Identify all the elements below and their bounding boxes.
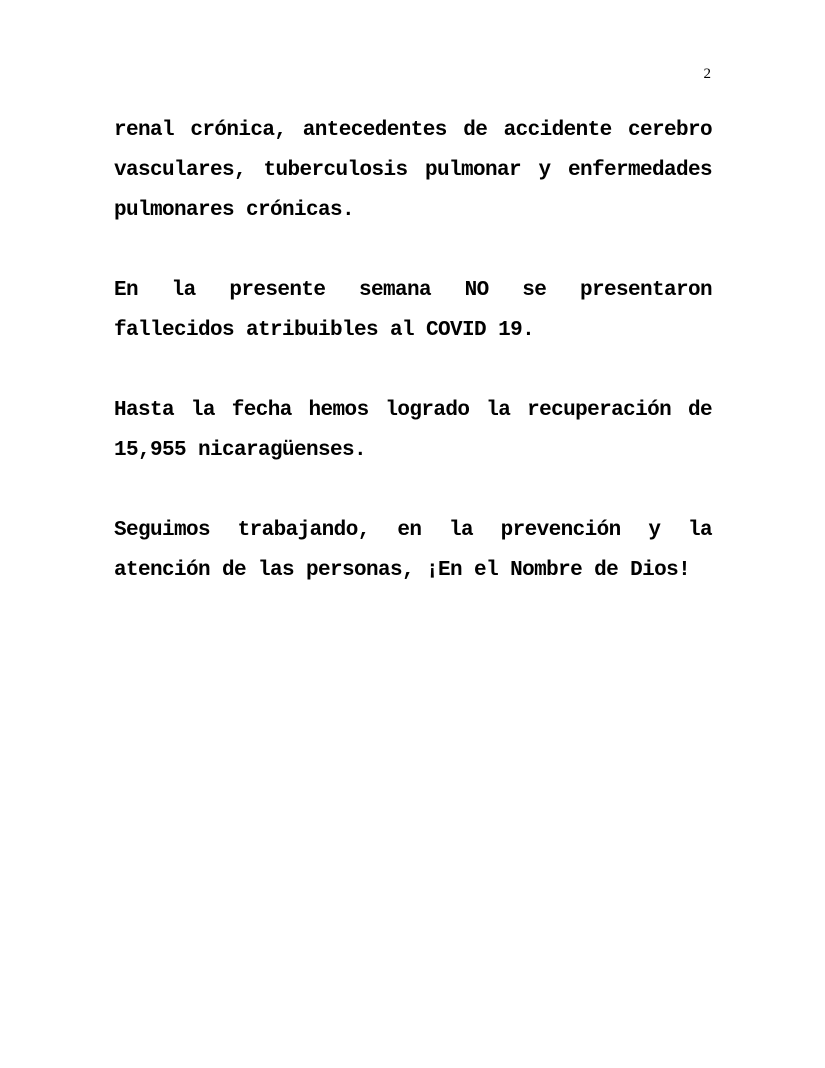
paragraph-recoveries: Hasta la fecha hemos logrado la recuperación de 15,955 nicaragüenses. [114,399,712,462]
page-number: 2 [703,66,711,82]
paragraph-deaths: En la presente semana NO se presentaron fallecidos atribuibles al COVID 19. [114,279,712,342]
paragraph-comorbidities: renal crónica, antecedentes de accidente cerebro vasculares, tuberculosis pulmonar y enfermedades pulmonares crónicas. [114,119,712,222]
document-body [114,111,712,631]
paragraph-closing: Seguimos trabajando, en la prevención y la atención de las personas, ¡En el Nombre de Dios! [114,519,712,582]
